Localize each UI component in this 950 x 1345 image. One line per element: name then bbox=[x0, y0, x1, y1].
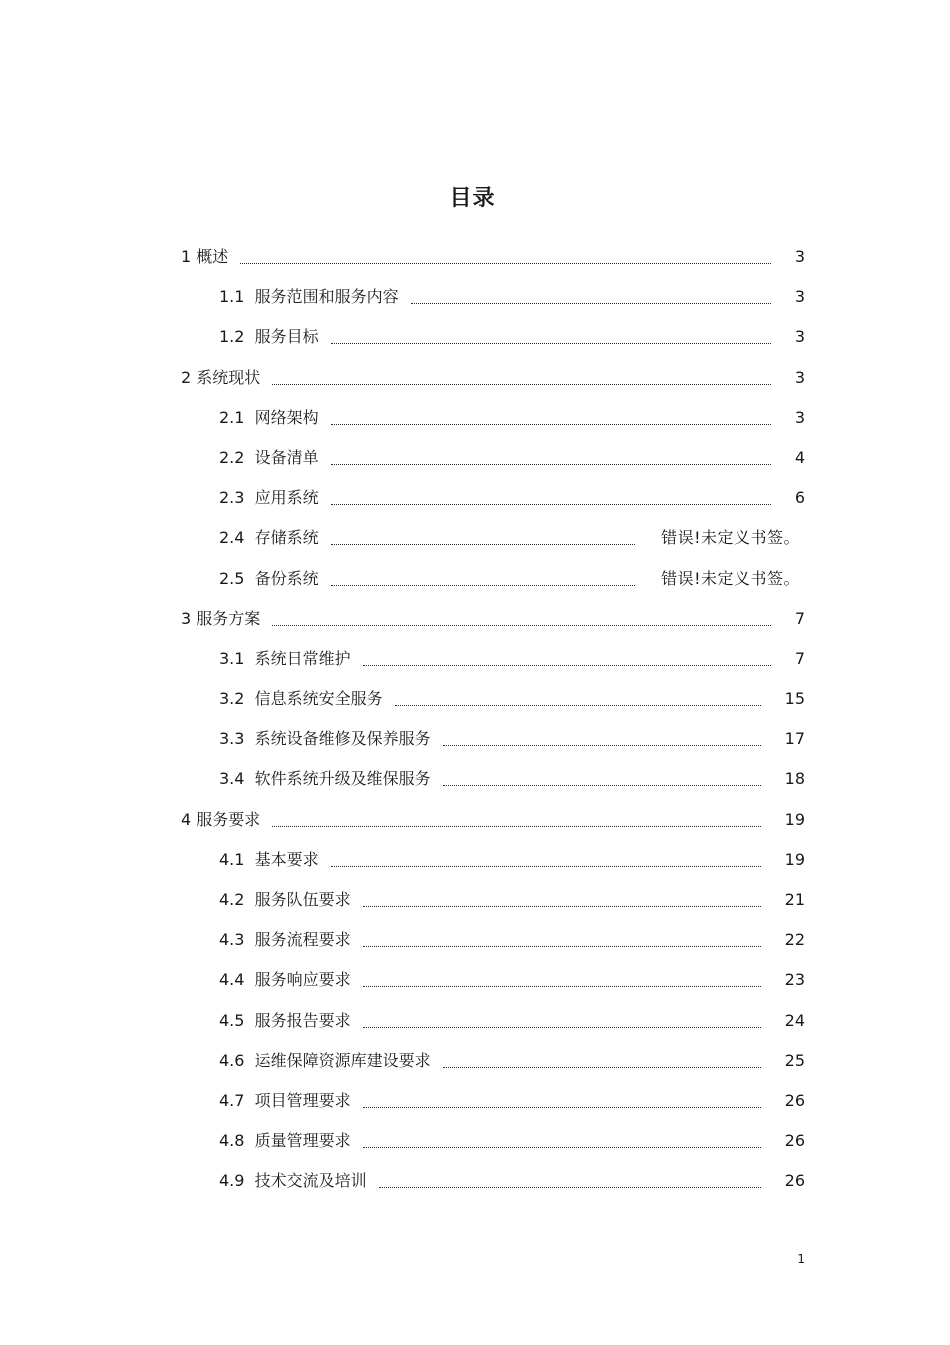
toc-entry-page: 21 bbox=[784, 890, 805, 909]
toc-entry-number: 2.1 bbox=[219, 407, 245, 427]
toc-entry-number: 4.9 bbox=[219, 1171, 245, 1191]
toc-entry-page: 25 bbox=[784, 1050, 805, 1070]
toc-entry-label bbox=[219, 1121, 353, 1161]
toc-entry-title: 服务目标 bbox=[254, 327, 319, 347]
toc-entry-page: 15 bbox=[784, 689, 805, 709]
toc-entry-label bbox=[181, 237, 230, 277]
toc-entry-label bbox=[219, 1001, 353, 1041]
toc-leader bbox=[363, 946, 761, 947]
toc-entry-label bbox=[219, 1161, 369, 1201]
toc-entry-label bbox=[219, 639, 353, 679]
toc-entry-title: 服务要求 bbox=[196, 809, 261, 829]
toc-entry-page: 26 bbox=[784, 1090, 805, 1110]
toc-entry-label bbox=[219, 277, 401, 317]
toc-leader bbox=[331, 585, 635, 586]
toc-leader bbox=[363, 906, 761, 907]
toc-entry-title: 备份系统 bbox=[254, 568, 319, 588]
toc-entry-label bbox=[219, 880, 353, 920]
toc-entry-number: 4.3 bbox=[219, 930, 245, 950]
toc-entry-4-4[interactable] bbox=[0, 960, 950, 1000]
toc-entry-number: 3.2 bbox=[219, 689, 245, 709]
toc-entry-4-8[interactable] bbox=[0, 1121, 950, 1161]
toc-entry-label bbox=[219, 759, 433, 799]
toc-leader bbox=[363, 665, 771, 666]
toc-entry-title: 设备清单 bbox=[254, 447, 319, 467]
toc-entry-title: 存储系统 bbox=[254, 528, 319, 548]
toc-entry-label bbox=[219, 840, 321, 880]
toc-entry-3-1[interactable] bbox=[0, 639, 950, 679]
toc-entry-1-1[interactable] bbox=[0, 277, 950, 317]
toc-entry-page: 23 bbox=[784, 970, 805, 990]
toc-entry-number: 3.3 bbox=[219, 729, 245, 749]
toc-entry-4-1[interactable] bbox=[0, 840, 950, 880]
toc-entry-page: 3 bbox=[794, 327, 805, 347]
toc-entry-1-2[interactable] bbox=[0, 317, 950, 357]
toc-entry-page: 7 bbox=[794, 608, 805, 628]
toc-entry-title: 服务流程要求 bbox=[254, 930, 351, 950]
toc-entry-4-5[interactable] bbox=[0, 1001, 950, 1041]
toc-entry-page: 6 bbox=[794, 488, 805, 508]
toc-entry-label bbox=[181, 800, 262, 840]
toc-leader bbox=[363, 986, 761, 987]
toc-entry-number: 4.1 bbox=[219, 849, 245, 869]
toc-entry-title: 网络架构 bbox=[254, 407, 319, 427]
toc-entry-label bbox=[219, 559, 321, 599]
toc-entry-title: 服务范围和服务内容 bbox=[254, 287, 399, 307]
toc-entry-title: 系统现状 bbox=[196, 367, 261, 387]
toc-entry-label bbox=[181, 599, 262, 639]
toc-entry-4-2[interactable] bbox=[0, 880, 950, 920]
toc-entry-number: 4.7 bbox=[219, 1090, 245, 1110]
toc-entry-title: 系统日常维护 bbox=[254, 648, 351, 668]
toc-entry-label bbox=[219, 960, 353, 1000]
toc-entry-number: 4.6 bbox=[219, 1050, 245, 1070]
toc-leader bbox=[272, 826, 760, 827]
toc-entry-page: 4 bbox=[794, 447, 805, 467]
toc-entry-page: 19 bbox=[784, 849, 805, 869]
toc-entry-3[interactable] bbox=[0, 599, 950, 639]
toc-leader bbox=[363, 1107, 761, 1108]
toc-entry-label bbox=[219, 398, 321, 438]
toc-entry-page: 19 bbox=[784, 809, 805, 829]
toc-entry-4-9[interactable] bbox=[0, 1161, 950, 1201]
toc-entry-number: 2.4 bbox=[219, 528, 245, 548]
toc-entry-1[interactable] bbox=[0, 237, 950, 277]
toc-leader bbox=[331, 464, 771, 465]
toc-leader bbox=[443, 785, 761, 786]
toc-entry-number: 1.2 bbox=[219, 327, 245, 347]
toc-entry-label bbox=[219, 317, 321, 357]
toc-entry-title: 运维保障资源库建设要求 bbox=[254, 1050, 431, 1070]
toc-entry-page: 22 bbox=[784, 930, 805, 950]
toc-leader bbox=[331, 544, 635, 545]
toc-entry-number: 2 bbox=[181, 367, 192, 387]
toc-entry-page: 17 bbox=[784, 729, 805, 749]
toc-entry-title: 服务方案 bbox=[196, 608, 261, 628]
toc-entry-page: 3 bbox=[794, 367, 805, 387]
toc-entry-title: 软件系统升级及维保服务 bbox=[254, 769, 431, 789]
toc-entry-4-3[interactable] bbox=[0, 920, 950, 960]
toc-entry-2-4[interactable] bbox=[0, 518, 950, 558]
toc-leader bbox=[331, 343, 771, 344]
toc-entry-label bbox=[219, 679, 385, 719]
toc-entry-title: 应用系统 bbox=[254, 488, 319, 508]
toc-leader bbox=[240, 263, 771, 264]
toc-entry-title: 信息系统安全服务 bbox=[254, 689, 383, 709]
toc-entry-label bbox=[181, 358, 262, 398]
toc-leader bbox=[411, 303, 771, 304]
toc-entry-4-6[interactable] bbox=[0, 1041, 950, 1081]
toc-entry-number: 4.5 bbox=[219, 1010, 245, 1030]
toc-entry-number: 4.2 bbox=[219, 890, 245, 909]
toc-entry-3-4[interactable] bbox=[0, 759, 950, 799]
toc-entry-label bbox=[219, 920, 353, 960]
toc-leader bbox=[379, 1187, 761, 1188]
toc-entry-title: 系统设备维修及保养服务 bbox=[254, 729, 431, 749]
toc-list bbox=[0, 237, 950, 1202]
toc-entry-2[interactable] bbox=[0, 358, 950, 398]
toc-entry-2-2[interactable] bbox=[0, 438, 950, 478]
toc-entry-page: 24 bbox=[784, 1010, 805, 1030]
toc-entry-page: 26 bbox=[784, 1171, 805, 1191]
toc-entry-label bbox=[219, 1081, 353, 1121]
toc-entry-page: 18 bbox=[784, 769, 805, 789]
toc-entry-number: 3 bbox=[181, 608, 192, 628]
toc-entry-number: 3.4 bbox=[219, 769, 245, 789]
toc-entry-number: 1 bbox=[181, 247, 192, 266]
toc-entry-2-1[interactable] bbox=[0, 398, 950, 438]
toc-entry-number: 3.1 bbox=[219, 648, 245, 668]
toc-entry-label bbox=[219, 478, 321, 518]
toc-leader bbox=[363, 1147, 761, 1148]
toc-entry-page: 3 bbox=[794, 287, 805, 307]
page-number: 1 bbox=[797, 1252, 805, 1266]
toc-leader bbox=[272, 625, 771, 626]
toc-entry-page-error: 错误!未定义书签。 bbox=[661, 528, 800, 548]
toc-title: 目录 bbox=[449, 185, 496, 211]
toc-entry-page-error: 错误!未定义书签。 bbox=[661, 568, 800, 588]
toc-leader bbox=[443, 745, 761, 746]
toc-entry-number: 1.1 bbox=[219, 287, 245, 307]
toc-entry-4-7[interactable] bbox=[0, 1081, 950, 1121]
toc-leader bbox=[272, 384, 771, 385]
toc-entry-label bbox=[219, 518, 321, 558]
toc-entry-number: 4.4 bbox=[219, 970, 245, 990]
toc-leader bbox=[331, 866, 761, 867]
toc-entry-number: 4.8 bbox=[219, 1131, 245, 1151]
toc-leader bbox=[395, 705, 761, 706]
toc-leader bbox=[331, 424, 771, 425]
toc-entry-3-2[interactable] bbox=[0, 679, 950, 719]
toc-entry-number: 2.5 bbox=[219, 568, 245, 588]
toc-entry-page: 7 bbox=[794, 648, 805, 668]
toc-entry-label bbox=[219, 1041, 433, 1081]
toc-entry-3-3[interactable] bbox=[0, 719, 950, 759]
toc-entry-number: 4 bbox=[181, 809, 192, 829]
toc-entry-4[interactable] bbox=[0, 800, 950, 840]
toc-entry-page: 26 bbox=[784, 1131, 805, 1151]
toc-entry-number: 2.2 bbox=[219, 447, 245, 467]
toc-leader bbox=[443, 1067, 761, 1068]
toc-entry-number: 2.3 bbox=[219, 488, 245, 508]
toc-entry-2-5[interactable] bbox=[0, 559, 950, 599]
toc-entry-page: 3 bbox=[794, 247, 805, 266]
toc-entry-2-3[interactable] bbox=[0, 478, 950, 518]
toc-leader bbox=[331, 504, 771, 505]
toc-entry-title: 服务响应要求 bbox=[254, 970, 351, 990]
toc-entry-title: 质量管理要求 bbox=[254, 1131, 351, 1151]
toc-entry-title: 服务报告要求 bbox=[254, 1010, 351, 1030]
toc-entry-title: 技术交流及培训 bbox=[254, 1171, 367, 1191]
toc-entry-title: 服务队伍要求 bbox=[254, 890, 351, 909]
toc-entry-title: 项目管理要求 bbox=[254, 1090, 351, 1110]
toc-entry-title: 概述 bbox=[196, 247, 229, 266]
toc-entry-title: 基本要求 bbox=[254, 849, 319, 869]
toc-entry-label bbox=[219, 719, 433, 759]
toc-entry-page: 3 bbox=[794, 407, 805, 427]
toc-entry-label bbox=[219, 438, 321, 478]
toc-leader bbox=[363, 1027, 761, 1028]
